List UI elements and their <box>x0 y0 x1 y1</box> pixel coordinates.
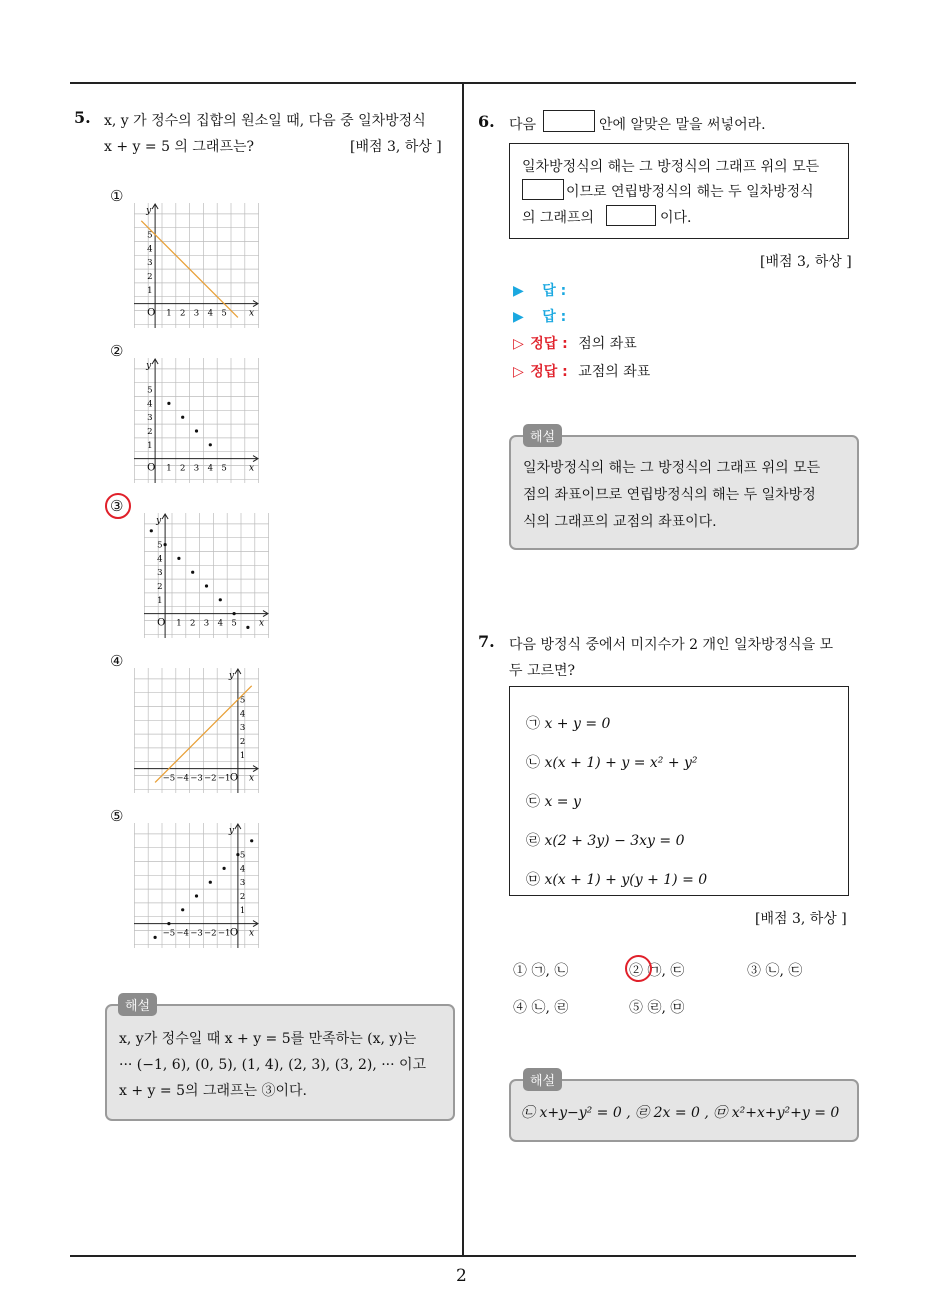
graph-point <box>167 922 170 925</box>
q7-item-3 <box>526 791 581 811</box>
item-equation: x(x + 1) + y(y + 1) = 0 <box>544 872 708 888</box>
q5-explanation-line1: x, y가 정수일 때 x + y = 5를 만족하는 (x, y)는 <box>119 1031 417 1047</box>
y-tick-label: 3 <box>239 723 246 734</box>
x-tick-label: −5 <box>162 928 176 939</box>
y-tick-label: 2 <box>239 892 246 902</box>
graph-3 <box>144 513 269 638</box>
q5-choice-label-3[interactable]: ③ <box>110 497 124 515</box>
graph-point <box>223 867 226 870</box>
y-tick-label: 5 <box>239 695 246 706</box>
q7-item-5 <box>526 869 707 889</box>
option-number: ④ <box>513 1000 527 1016</box>
q5-answer-mark <box>105 493 131 519</box>
option-text: ㉣, ㉤ <box>647 1000 685 1016</box>
x-tick-label: −2 <box>204 928 217 939</box>
correct-answer-2: 교점의 좌표 <box>578 364 651 380</box>
y-tick-label: 2 <box>239 737 246 747</box>
y-tick-label: 1 <box>147 440 153 451</box>
q7-item-1 <box>526 713 610 733</box>
x-tick-label: −5 <box>162 773 176 784</box>
graph-1 <box>134 203 259 328</box>
option-number: ⑤ <box>629 1000 643 1016</box>
y-tick-label: 4 <box>239 864 246 875</box>
origin-label: O <box>229 927 239 939</box>
q7-prompt-line2: 두 고르면? <box>509 663 576 679</box>
q5-score: [배점 3, 하상 ] <box>350 139 442 155</box>
item-equation: x(x + 1) + y = x² + y² <box>544 755 698 771</box>
x-axis-label: x <box>249 308 255 319</box>
q7-option-4[interactable] <box>513 997 568 1017</box>
graph-5 <box>134 823 259 948</box>
x-tick-label: 5 <box>221 308 227 319</box>
origin-label: O <box>157 617 166 629</box>
q6-explanation-tag: 해설 <box>523 424 562 447</box>
q5-explanation-tag: 해설 <box>118 993 157 1016</box>
graph-point <box>150 529 153 532</box>
q6-explanation <box>509 435 859 550</box>
x-tick-label: 3 <box>203 618 210 629</box>
q6-blank-1[interactable] <box>522 179 564 200</box>
x-tick-label: −4 <box>176 928 189 939</box>
item-equation: x(2 + 3y) − 3xy = 0 <box>544 833 685 849</box>
correct-answer-1: 점의 좌표 <box>578 336 637 352</box>
q6-answer-row-2 <box>513 306 566 326</box>
q6-blank-2[interactable] <box>606 205 656 226</box>
answer-arrow-icon: ▶ <box>513 283 524 299</box>
q7-explanation-tag: 해설 <box>523 1068 562 1091</box>
correct-arrow-icon: ▷ <box>513 336 524 352</box>
item-mark: ㉣ <box>526 833 540 849</box>
item-mark: ㉤ <box>526 872 540 888</box>
item-mark: ㉡ <box>526 755 540 771</box>
q7-number: 7. <box>478 632 495 651</box>
y-tick-label: 3 <box>147 413 153 424</box>
y-tick-label: 4 <box>147 399 153 410</box>
q6-explanation-line2: 점의 좌표이므로 연립방정식의 해는 두 일차방정 <box>523 487 816 503</box>
q7-option-3[interactable] <box>747 960 802 980</box>
q5-prompt-line2: x + y = 5 의 그래프는? <box>104 139 254 155</box>
graph-point <box>177 557 180 560</box>
x-axis-label: x <box>249 928 255 939</box>
option-number: ③ <box>747 963 761 979</box>
graph-point <box>250 839 253 842</box>
graph-point <box>219 598 222 601</box>
x-tick-label: 2 <box>179 308 186 319</box>
x-axis-label: x <box>259 618 265 629</box>
y-axis-label: y <box>228 671 234 681</box>
q7-score: [배점 3, 하상 ] <box>755 911 847 927</box>
y-tick-label: 3 <box>239 878 246 889</box>
graph-point <box>236 853 239 856</box>
q6-answer-row-1 <box>513 280 566 300</box>
q6-box-line3-before: 의 그래프의 <box>522 210 595 226</box>
x-tick-label: 5 <box>221 463 227 474</box>
x-tick-label: 4 <box>207 463 214 474</box>
graph-point <box>164 543 167 546</box>
q6-prompt-blank <box>543 110 595 132</box>
q6-box-line3-after: 이다. <box>660 210 692 226</box>
y-tick-label: 4 <box>239 709 246 720</box>
q5-prompt-line1: x, y 가 정수의 집합의 원소일 때, 다음 중 일차방정식 <box>104 113 426 129</box>
bottom-rule <box>70 1255 856 1257</box>
y-tick-label: 5 <box>239 850 246 861</box>
page-number: 2 <box>456 1266 467 1286</box>
graph-point <box>195 429 198 432</box>
x-tick-label: −3 <box>190 773 203 784</box>
graph-point <box>205 584 208 587</box>
q5-choice-label-1[interactable]: ① <box>110 187 124 205</box>
answer-arrow-icon: ▶ <box>513 309 524 325</box>
y-tick-label: 5 <box>147 385 153 396</box>
option-text: ㉠, ㉡ <box>531 963 569 979</box>
origin-label: O <box>147 462 156 474</box>
q6-explanation-line3: 식의 그래프의 교점의 좌표이다. <box>523 514 717 530</box>
graph-point <box>154 936 157 939</box>
x-tick-label: 4 <box>207 308 214 319</box>
q7-item-2 <box>526 752 698 772</box>
q7-item-4 <box>526 830 685 850</box>
q6-box-line1: 일차방정식의 해는 그 방정식의 그래프 위의 모든 <box>522 159 820 175</box>
q5-choice-label-5[interactable]: ⑤ <box>110 807 124 825</box>
y-axis-label: y <box>156 516 162 526</box>
y-tick-label: 2 <box>147 427 153 437</box>
x-tick-label: 5 <box>231 618 237 629</box>
option-text: ㉡, ㉣ <box>531 1000 569 1016</box>
q7-explanation <box>509 1079 859 1142</box>
option-number: ② <box>629 963 643 979</box>
q5-choice-label-2[interactable]: ② <box>110 342 124 360</box>
x-tick-label: −2 <box>204 773 217 784</box>
q6-correct-row-2 <box>513 361 650 381</box>
x-tick-label: −3 <box>190 928 203 939</box>
q6-number: 6. <box>478 112 495 131</box>
item-mark: ㉢ <box>526 794 540 810</box>
y-axis-label: y <box>146 361 152 371</box>
q5-choice-label-4[interactable]: ④ <box>110 652 124 670</box>
y-tick-label: 4 <box>157 554 163 565</box>
y-tick-label: 1 <box>157 595 163 606</box>
x-tick-label: −1 <box>217 928 231 939</box>
graph-point <box>246 626 249 629</box>
y-tick-label: 5 <box>147 230 153 241</box>
y-tick-label: 1 <box>147 285 153 296</box>
correct-label: 정답 : <box>530 336 568 352</box>
option-number: ① <box>513 963 527 979</box>
y-tick-label: 5 <box>157 540 163 551</box>
item-equation: x + y = 0 <box>544 716 611 732</box>
origin-label: O <box>229 772 239 784</box>
x-axis-label: x <box>249 773 255 784</box>
y-axis-label: y <box>228 826 234 836</box>
q7-explanation-line: ㉡ x+y−y² = 0 , ㉣ 2x = 0 , ㉤ x²+x+y²+y = 0 <box>521 1105 840 1121</box>
q7-answer-mark <box>625 955 652 982</box>
y-tick-label: 3 <box>157 568 163 579</box>
correct-label: 정답 : <box>530 364 568 380</box>
x-tick-label: −1 <box>217 773 231 784</box>
answer-label: 답 : <box>542 309 567 325</box>
q5-number: 5. <box>74 108 91 127</box>
q6-statement-box <box>509 143 849 239</box>
graph-point <box>191 571 194 574</box>
q5-explanation-line3: x + y = 5의 그래프는 ③이다. <box>119 1083 307 1099</box>
x-tick-label: 3 <box>193 463 200 474</box>
item-equation: x = y <box>544 794 581 810</box>
y-tick-label: 1 <box>239 750 246 761</box>
graph-point <box>209 881 212 884</box>
graph-point <box>181 908 184 911</box>
y-tick-label: 2 <box>157 582 163 592</box>
q7-equation-box <box>509 686 849 896</box>
x-tick-label: 3 <box>193 308 200 319</box>
q6-box-line2: 이므로 연립방정식의 해는 두 일차방정식 <box>566 184 814 200</box>
q7-option-5[interactable] <box>629 997 684 1017</box>
q6-prompt-after: 안에 알맞은 말을 써넣어라. <box>599 117 766 133</box>
x-tick-label: 2 <box>179 463 186 474</box>
y-axis-label: y <box>146 206 152 216</box>
q6-score: [배점 3, 하상 ] <box>760 254 852 270</box>
y-tick-label: 3 <box>147 258 153 269</box>
graph-4 <box>134 668 259 793</box>
answer-label: 답 : <box>542 283 567 299</box>
q7-prompt-line1: 다음 방정식 중에서 미지수가 2 개인 일차방정식을 모 <box>509 637 834 653</box>
graph-point <box>209 443 212 446</box>
q5-explanation-line2: ··· (−1, 6), (0, 5), (1, 4), (2, 3), (3, 2), ··· 이고 <box>119 1057 427 1073</box>
q6-correct-row-1 <box>513 333 637 353</box>
correct-arrow-icon: ▷ <box>513 364 524 380</box>
q5-explanation <box>105 1004 455 1121</box>
q6-prompt-before: 다음 <box>509 117 537 133</box>
x-tick-label: 2 <box>189 618 196 629</box>
graph-point <box>167 402 170 405</box>
y-tick-label: 1 <box>239 905 246 916</box>
graph-point <box>233 612 236 615</box>
q7-option-1[interactable] <box>513 960 568 980</box>
x-tick-label: 1 <box>176 618 182 629</box>
graph-point <box>181 416 184 419</box>
y-tick-label: 2 <box>147 272 153 282</box>
origin-label: O <box>147 307 156 319</box>
y-tick-label: 4 <box>147 244 153 255</box>
x-tick-label: −4 <box>176 773 189 784</box>
x-axis-label: x <box>249 463 255 474</box>
x-tick-label: 4 <box>217 618 224 629</box>
center-divider <box>462 82 464 1256</box>
graph-point <box>195 894 198 897</box>
item-mark: ㉠ <box>526 716 540 732</box>
x-tick-label: 1 <box>166 463 172 474</box>
x-tick-label: 1 <box>166 308 172 319</box>
graph-2 <box>134 358 259 483</box>
q6-explanation-line1: 일차방정식의 해는 그 방정식의 그래프 위의 모든 <box>523 460 821 476</box>
option-text: ㉠, ㉢ <box>647 963 685 979</box>
option-text: ㉡, ㉢ <box>765 963 803 979</box>
